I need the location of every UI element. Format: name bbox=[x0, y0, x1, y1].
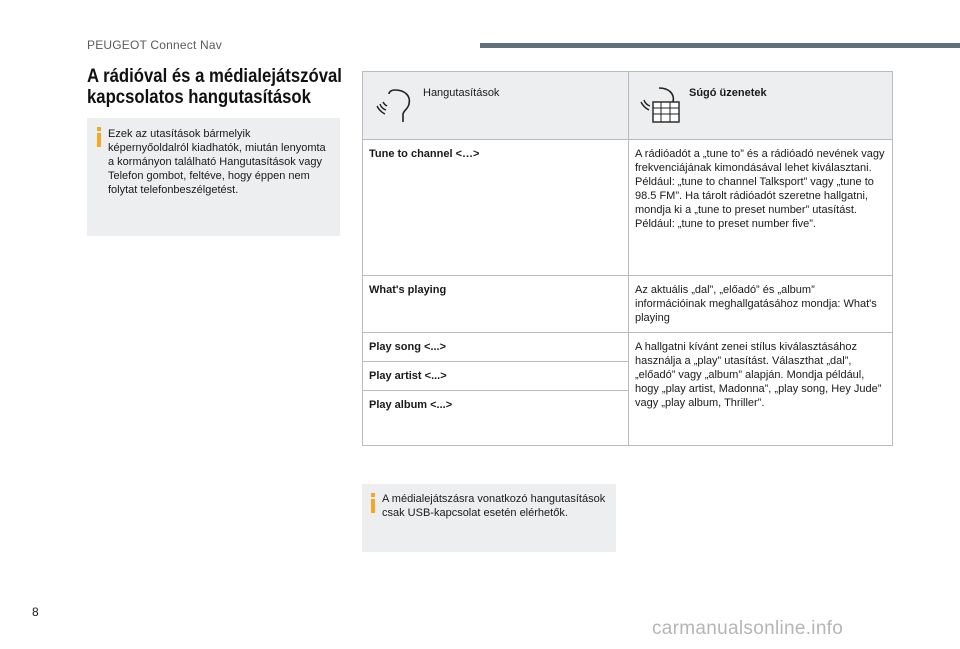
table-row bbox=[363, 140, 893, 276]
table-header-help-label: Súgó üzenetek bbox=[689, 87, 767, 99]
info-icon bbox=[370, 493, 376, 513]
command-cell: Tune to channel <…> bbox=[363, 140, 629, 276]
info-text: Ezek az utasítások bármelyik képernyőoldalról kiadhatók, miután lenyomta a kormányon található Hangutasítások vagy Telefon gombot, feltéve, hogy éppen nem folytat telefonbeszélgetést. bbox=[108, 128, 326, 196]
command-cell: Play song <...> bbox=[363, 333, 629, 362]
info-box-usb bbox=[362, 484, 616, 552]
voice-commands-table bbox=[362, 71, 893, 446]
table-header-commands-label: Hangutasítások bbox=[423, 87, 500, 99]
info-icon bbox=[96, 127, 102, 147]
command-cell: What's playing bbox=[363, 276, 629, 333]
command-cell: Play artist <...> bbox=[363, 362, 629, 391]
section-title-line2: kapcsolatos hangutasítások bbox=[87, 87, 311, 108]
table-header-help bbox=[629, 72, 893, 140]
section-title bbox=[87, 66, 342, 108]
table-row bbox=[363, 333, 893, 362]
info-box-commands bbox=[87, 118, 340, 236]
help-cell: A hallgatni kívánt zenei stílus kiválasztásához használja a „play” utasítást. Választhat „dal”, „előadó” vagy „album” alapján. Mondja például, hogy „play artist, Madonna”, „play song, Hey Jude” vagy „play album, Thriller”. bbox=[629, 333, 893, 446]
help-cell: A rádióadót a „tune to” és a rádióadó nevének vagy frekvenciájának kimondásával lehet kiválasztani. Például: „tune to channel Talksport” vagy „tune to 98.5 FM”. Ha tárolt rádióadót szeretne hallgatni, mondja ki a „tune to preset number” utasítást. Például: „tune to preset number five”. bbox=[629, 140, 893, 276]
help-cell: Az aktuális „dal”, „előadó” és „album” információinak meghallgatásához mondja: What's playing bbox=[629, 276, 893, 333]
page-header-title: PEUGEOT Connect Nav bbox=[87, 38, 222, 52]
page-number: 8 bbox=[32, 605, 39, 619]
table-header-commands bbox=[363, 72, 629, 140]
command-cell: Play album <...> bbox=[363, 391, 629, 446]
info-text: A médialejátszásra vonatkozó hangutasítások csak USB-kapcsolat esetén elérhetők. bbox=[382, 493, 606, 519]
voice-help-icon bbox=[639, 84, 683, 124]
voice-command-icon bbox=[373, 84, 417, 124]
table-row bbox=[363, 276, 893, 333]
watermark: carmanualsonline.info bbox=[652, 618, 844, 639]
section-title-line1: A rádióval és a médialejátszóval bbox=[87, 66, 342, 87]
header-bar bbox=[480, 43, 960, 48]
